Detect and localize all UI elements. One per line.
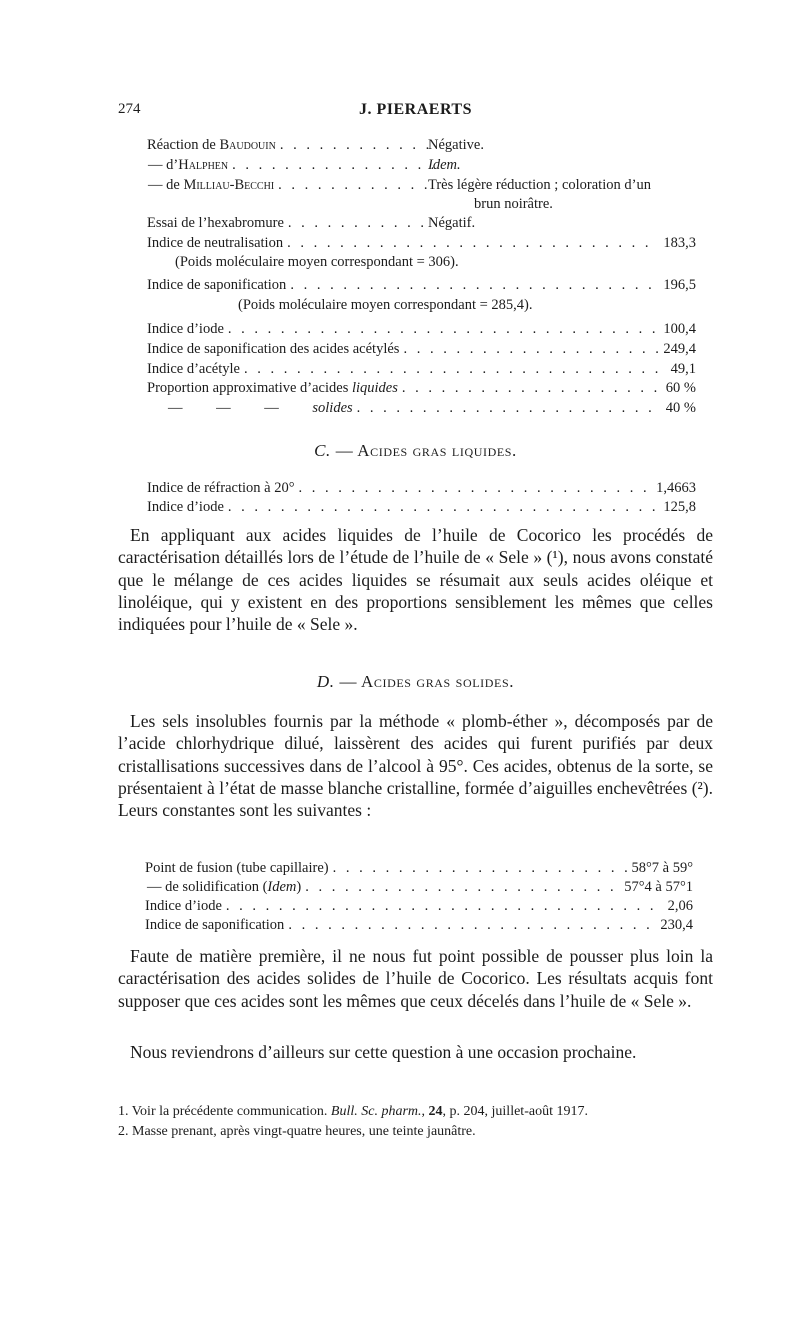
footnote-text-after: , p. 204, juillet-août 1917.	[442, 1104, 588, 1119]
index-label-italic: solides	[312, 400, 353, 416]
index-label: — — —	[168, 400, 313, 416]
leader-dots	[299, 479, 653, 497]
paragraph-conclusion: Faute de matière première, il ne nous fut point possible de pousser plus loin la caractérisation des acides solides de l’huile de Cocorico. Les résultats acquis font supposer que ces acides sont les mêmes que ceux décelés dans l’huile de « Sele ».	[118, 946, 713, 1011]
leader-dots	[403, 340, 659, 358]
index-note: (Poids moléculaire moyen correspondant = 285,4).	[238, 297, 533, 313]
reaction-name: Baudouin	[219, 137, 276, 153]
footnote-text: Voir la précédente communication.	[131, 1104, 331, 1119]
leader-dots	[290, 276, 659, 294]
footnote-2	[118, 1122, 713, 1142]
leader-dots	[357, 399, 662, 417]
leader-dots	[278, 176, 433, 194]
index-value: 249,4	[663, 341, 696, 357]
index-row	[147, 360, 696, 378]
footnote-1: 1. Voir la précédente communication. Bull. Sc. pharm., 24, p. 204, juillet-août 1917.	[118, 1104, 588, 1119]
index-row	[145, 916, 693, 934]
index-value: 58°7 à 59°	[631, 860, 693, 876]
index-value: 60 %	[665, 380, 696, 396]
index-row	[147, 276, 696, 294]
index-value: 2,06	[667, 898, 693, 914]
reaction-prefix: — d’	[148, 157, 179, 173]
reaction-row	[147, 214, 437, 232]
index-value: 183,3	[663, 235, 696, 251]
section-letter: C.	[314, 441, 331, 460]
index-row	[147, 379, 696, 397]
index-label: Indice de saponification	[145, 917, 285, 933]
index-label-italic: liquides	[351, 380, 398, 396]
leader-dots	[288, 214, 433, 232]
index-label: Indice d’iode	[147, 499, 224, 515]
reaction-name: Halphen	[178, 157, 229, 173]
index-row	[147, 234, 696, 252]
leader-dots	[228, 320, 659, 338]
footnote-journal: Bull. Sc. pharm.	[330, 1104, 422, 1119]
section-title: — Acides gras solides.	[339, 672, 515, 691]
paragraph-solid-acids: Les sels insolubles fournis par la méthode « plomb-éther », décomposés par de l’acide chlorhydrique dilué, laissèrent des acides qui furent purifiés par deux cristallisations successives dans de l’alcool à 95°. Ces acides, obtenus de la sorte, se présentaient à l’état de masse blanche cristalline, formée d’aiguilles enchevêtrées (²). Leurs constantes sont les suivantes :	[118, 711, 713, 821]
index-label: Indice d’acétyle	[147, 361, 240, 377]
index-value: 230,4	[660, 917, 693, 933]
index-label: Indice d’iode	[145, 898, 222, 914]
footnotes	[118, 1102, 713, 1142]
reaction-row	[148, 156, 437, 174]
index-row	[147, 340, 696, 358]
index-row	[147, 498, 696, 516]
index-label-italic: Idem	[267, 879, 297, 895]
index-label: Indice d’iode	[147, 321, 224, 337]
index-label: Indice de saponification des acides acétylés	[147, 341, 400, 357]
page-number: 274	[118, 101, 141, 117]
index-row	[147, 320, 696, 338]
leader-dots	[333, 859, 628, 877]
section-letter: D.	[316, 672, 335, 691]
section-title: — Acides gras liquides.	[335, 441, 517, 460]
index-value: 100,4	[663, 321, 696, 337]
leader-dots	[305, 878, 620, 896]
leader-dots	[402, 379, 662, 397]
leader-dots	[288, 916, 656, 934]
reaction-prefix: — de	[148, 177, 184, 193]
index-label: Proportion approximative d’acides	[147, 380, 352, 396]
leader-dots	[244, 360, 667, 378]
index-note: (Poids moléculaire moyen correspondant = 306).	[175, 254, 459, 270]
index-row	[147, 479, 696, 497]
index-row	[168, 399, 696, 417]
index-label: Indice de saponification	[147, 277, 287, 293]
index-row	[147, 878, 693, 896]
footnote-text: Masse prenant, après vingt-quatre heures, une teinte jaunâtre.	[132, 1124, 476, 1139]
reaction-result: Négative.	[428, 137, 484, 153]
section-heading-c	[118, 441, 713, 461]
index-value: 196,5	[663, 277, 696, 293]
index-row	[145, 859, 693, 877]
index-value: 1,4663	[656, 480, 696, 496]
reaction-row	[148, 176, 437, 194]
index-value: 57°4 à 57°1	[624, 879, 693, 895]
reaction-prefix: Réaction de	[147, 137, 220, 153]
index-label-after: )	[296, 879, 302, 895]
section-heading-d	[118, 672, 713, 692]
index-label: Indice de réfraction à 20°	[147, 480, 295, 496]
reaction-result: Négatif.	[428, 215, 476, 231]
leader-dots	[232, 156, 433, 174]
footnote-volume: 24	[428, 1104, 443, 1119]
index-value: 40 %	[665, 400, 696, 416]
index-label: — de solidification (	[147, 879, 268, 895]
footnote-number: 2.	[118, 1124, 129, 1139]
index-value: 49,1	[670, 361, 696, 377]
paragraph-closing: Nous reviendrons d’ailleurs sur cette question à une occasion prochaine.	[130, 1042, 637, 1062]
reaction-result: Très légère réduction ; coloration d’un	[428, 177, 651, 193]
page-header	[118, 101, 713, 123]
reaction-row	[147, 136, 437, 154]
leader-dots	[280, 136, 433, 154]
leader-dots	[226, 897, 664, 915]
reaction-result-continued: brun noirâtre.	[474, 196, 553, 212]
footnote-number: 1.	[118, 1104, 129, 1119]
reaction-result: Idem.	[428, 157, 461, 173]
index-label: Indice de neutralisation	[147, 235, 284, 251]
reaction-name: Milliau-Becchi	[183, 177, 275, 193]
index-label: Point de fusion (tube capillaire)	[145, 860, 329, 876]
index-value: 125,8	[663, 499, 696, 515]
running-title: J. PIERAERTS	[358, 101, 472, 118]
paragraph-liquid-acids: En appliquant aux acides liquides de l’huile de Cocorico les procédés de caractérisation détaillés lors de l’étude de l’huile de « Sele » (¹), nous avons constaté que le mélange de ces acides liquides se résumait aux seuls acides oléique et linoléique, qui y existent en des proportions sensiblement les mêmes que celles indiquées pour l’huile de « Sele ».	[118, 525, 713, 635]
reaction-prefix: Essai de l’hexabromure	[147, 215, 284, 231]
leader-dots	[228, 498, 659, 516]
leader-dots	[287, 234, 659, 252]
index-row	[145, 897, 693, 915]
